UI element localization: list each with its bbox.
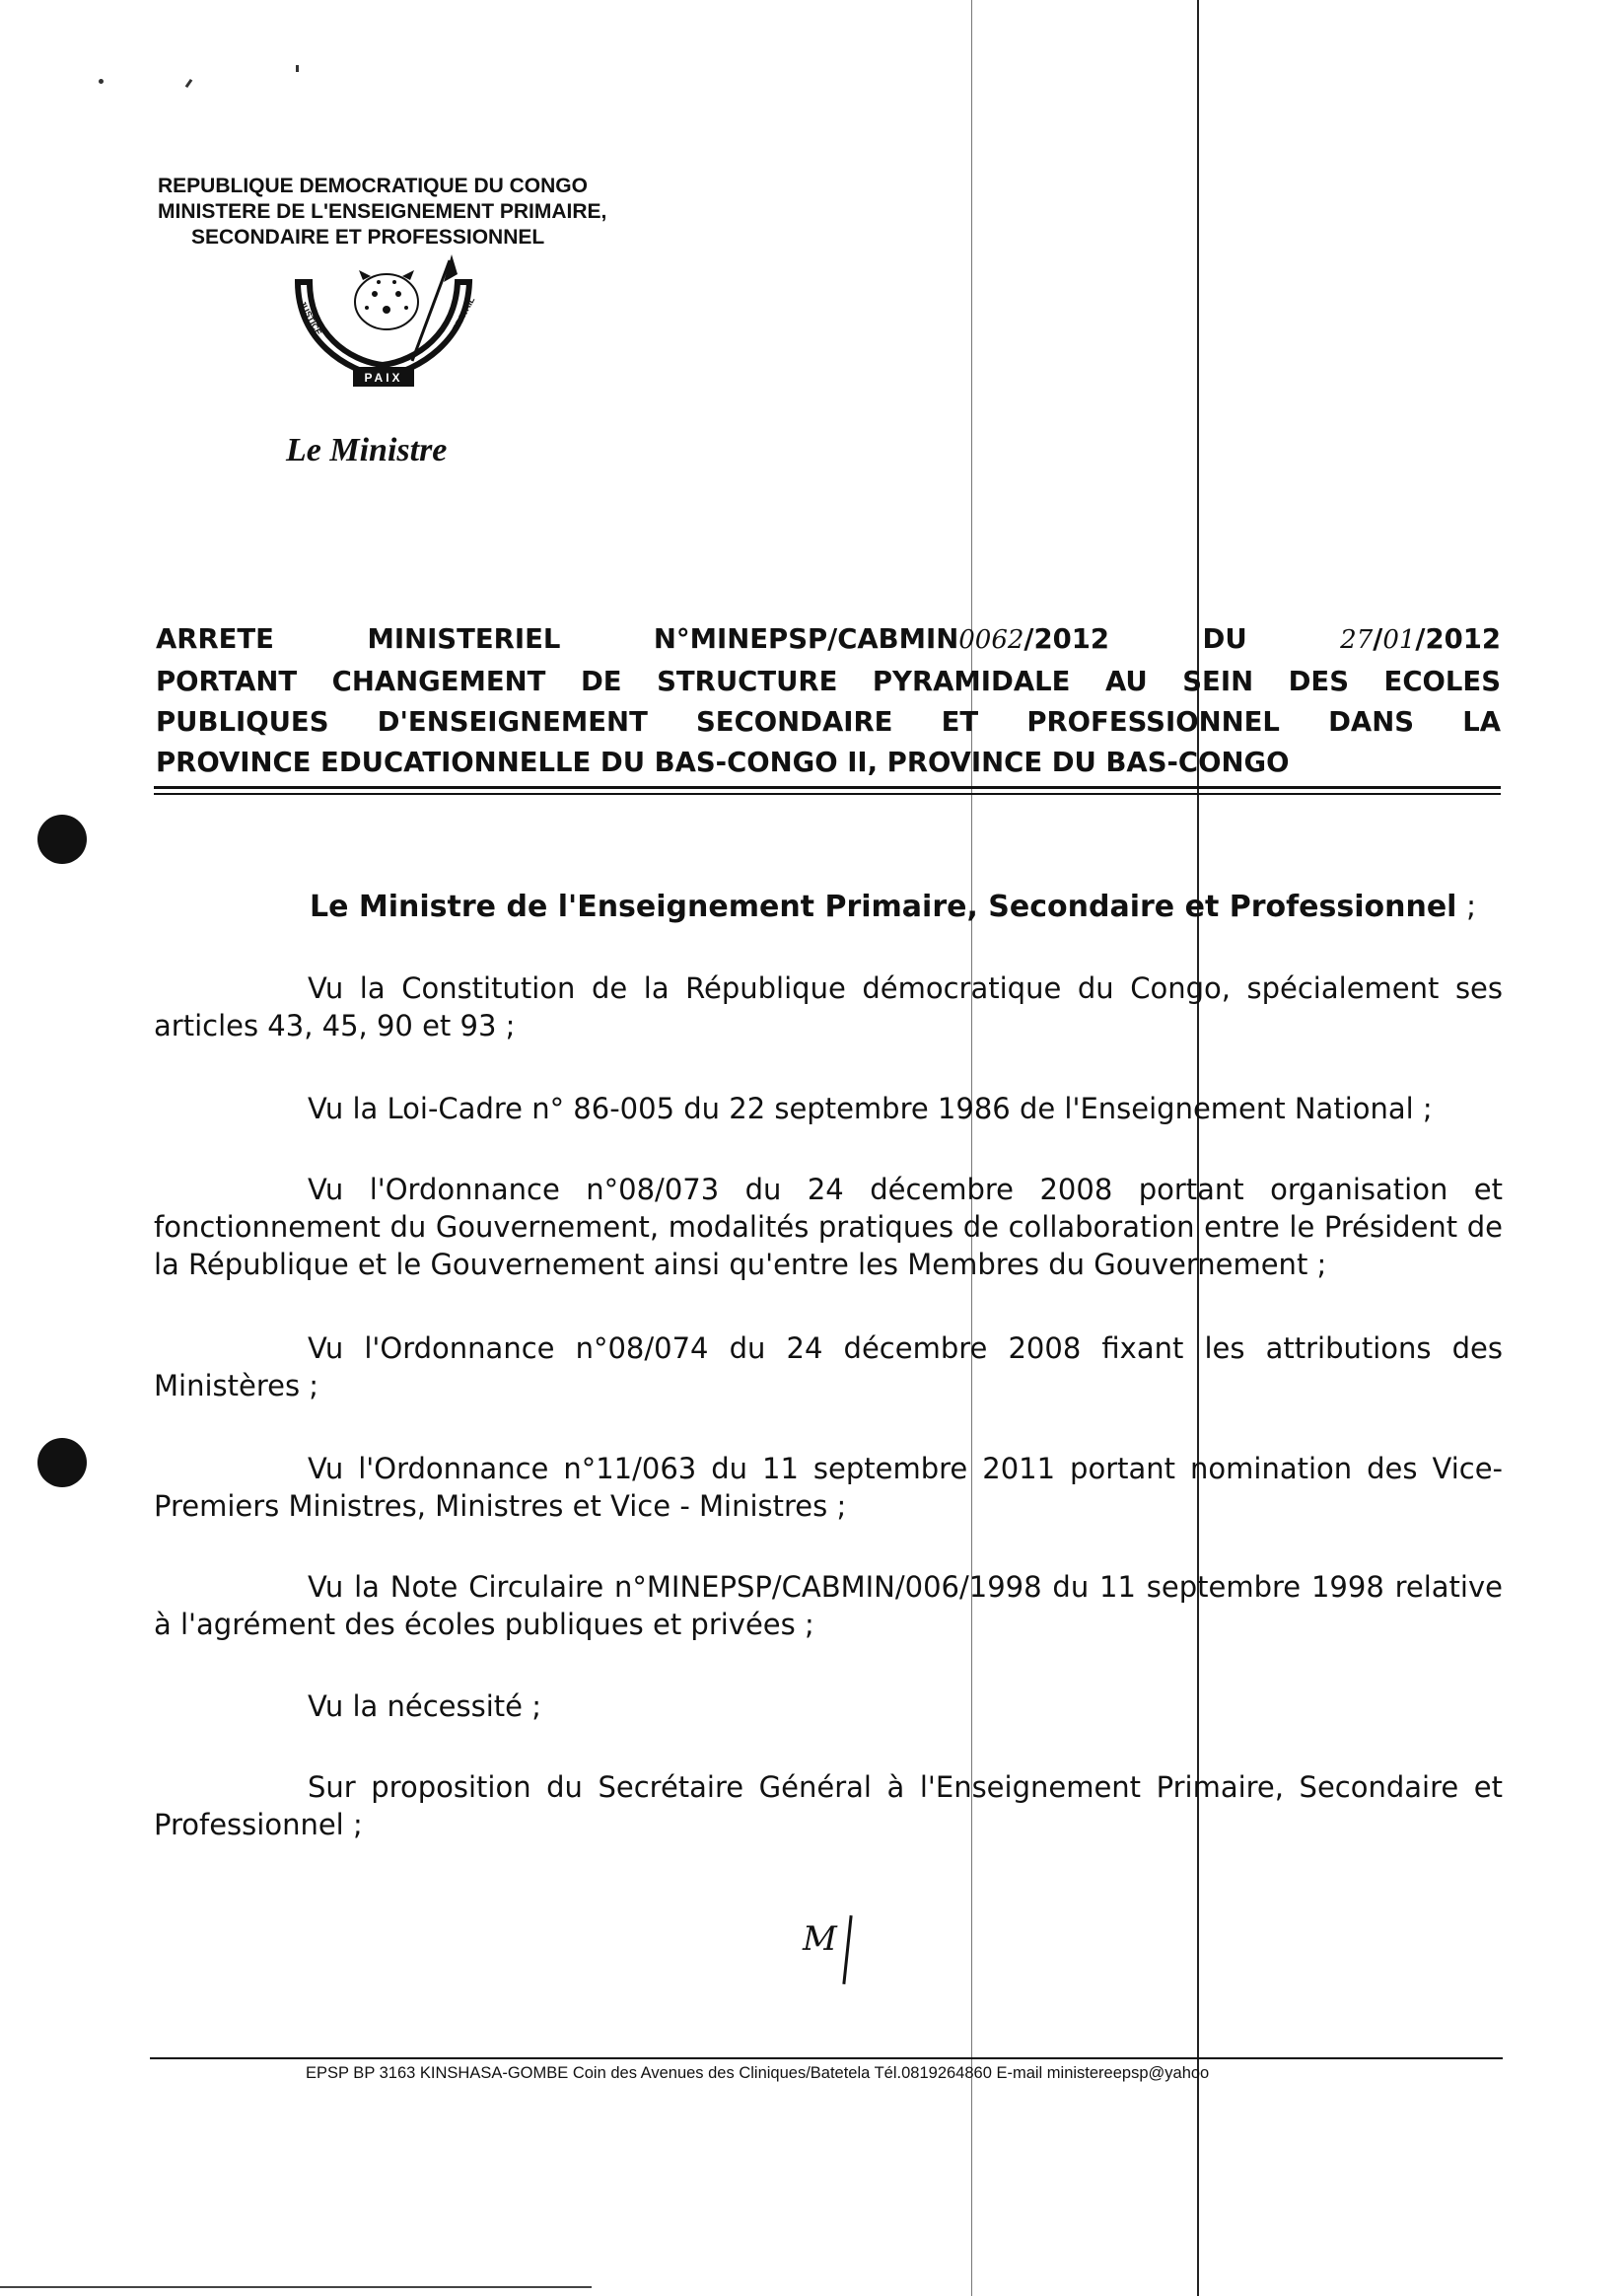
recital-ordonnance-08-073: Vu l'Ordonnance n°08/073 du 24 décembre 2008 portant organisation et fonctionnement du Gouvernement, modalités pratiques de collaboration entre le Président de la République et le Gouvernement ainsi qu'entre les Membres du Gouvernement ; bbox=[154, 1173, 1503, 1281]
minister-label: Le Ministre bbox=[286, 432, 448, 468]
scan-speck bbox=[185, 79, 193, 88]
recital-proposition: Sur proposition du Secrétaire Général à l'Enseignement Primaire, Secondaire et Professionnel ; bbox=[154, 1770, 1503, 1841]
scan-vertical-line-faint bbox=[971, 0, 972, 2296]
decree-title-line-2: PORTANT CHANGEMENT DE STRUCTURE PYRAMIDALE AU SEIN DES ECOLES bbox=[156, 666, 1501, 697]
footer-contact-line: EPSP BP 3163 KINSHASA-GOMBE Coin des Avenues des Cliniques/Batetela Tél.0819264860 E-mail ministereepsp@yahoo bbox=[306, 2064, 1210, 2082]
letterhead-line-2: MINISTERE DE L'ENSEIGNEMENT PRIMAIRE, bbox=[158, 200, 607, 223]
punch-hole-bottom bbox=[37, 1438, 87, 1487]
scan-vertical-line bbox=[1197, 0, 1199, 2296]
letterhead-line-3: SECONDAIRE ET PROFESSIONNEL bbox=[191, 226, 545, 249]
emblem-ribbon-bottom: PAIX bbox=[364, 371, 403, 385]
recital-necessite: Vu la nécessité ; bbox=[308, 1689, 541, 1723]
title-underline-top bbox=[154, 786, 1501, 789]
decree-number-handwritten: 0062 bbox=[958, 625, 1024, 655]
punch-hole-top bbox=[37, 815, 87, 864]
decree-title-line-4: PROVINCE EDUCATIONNELLE DU BAS-CONGO II, PROVINCE DU BAS-CONGO bbox=[156, 747, 1290, 778]
decree-month-handwritten: 01 bbox=[1382, 625, 1416, 655]
preamble-heading: Le Ministre de l'Enseignement Primaire, Secondaire et Professionnel ; bbox=[310, 890, 1477, 924]
decree-title-line-3: PUBLIQUES D'ENSEIGNEMENT SECONDAIRE ET PROFESSIONNEL DANS LA bbox=[156, 706, 1501, 738]
recital-constitution: Vu la Constitution de la République démocratique du Congo, spécialement ses articles 43, 45, 90 et 93 ; bbox=[154, 971, 1503, 1042]
letterhead-line-1: REPUBLIQUE DEMOCRATIQUE DU CONGO bbox=[158, 175, 588, 197]
title-underline-bottom bbox=[154, 793, 1501, 795]
recital-note-circulaire: Vu la Note Circulaire n°MINEPSP/CABMIN/006/1998 du 11 septembre 1998 relative à l'agrément des écoles publiques et privées ; bbox=[154, 1570, 1503, 1641]
recital-ordonnance-11-063: Vu l'Ordonnance n°11/063 du 11 septembre 2011 portant nomination des Vice-Premiers Ministres, Ministres et Vice - Ministres ; bbox=[154, 1452, 1503, 1523]
handwritten-initials: M bbox=[803, 1919, 837, 1959]
recital-ordonnance-08-074: Vu l'Ordonnance n°08/074 du 24 décembre 2008 fixant les attributions des Ministères ; bbox=[154, 1331, 1503, 1402]
initials-stroke bbox=[842, 1915, 852, 1984]
emblem-ribbon-right: TRAVAIL bbox=[450, 295, 477, 333]
scan-speck bbox=[296, 65, 299, 72]
decree-title-line-1: ARRETE MINISTERIEL N°MINEPSP/CABMIN0062/2012 DU 27/01/2012 bbox=[156, 623, 1501, 655]
scan-speck bbox=[99, 79, 104, 84]
coat-of-arms-emblem bbox=[268, 252, 497, 400]
decree-day-handwritten: 27 bbox=[1340, 625, 1374, 655]
bottom-edge-line bbox=[0, 2286, 592, 2288]
emblem-ribbon-left: JUSTICE bbox=[297, 299, 324, 337]
footer-rule bbox=[150, 2057, 1503, 2059]
recital-loi-cadre: Vu la Loi-Cadre n° 86-005 du 22 septembre 1986 de l'Enseignement National ; bbox=[308, 1092, 1433, 1125]
